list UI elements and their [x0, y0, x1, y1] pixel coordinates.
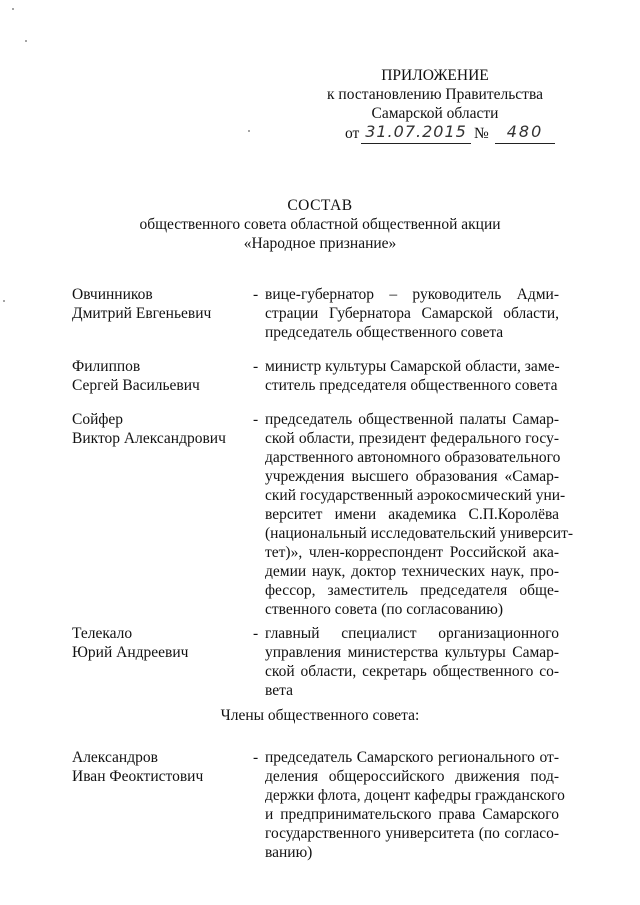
decree-reference: [345, 122, 575, 146]
description-line: ской области, президент федерального госу-: [265, 430, 559, 447]
members-heading: Члены общественного совета:: [220, 707, 420, 724]
scan-speck: [12, 8, 14, 10]
member-description: [265, 748, 565, 862]
member-given-name: Виктор Александрович: [72, 430, 226, 447]
description-line: демии наук, доктор технических наук, про-: [265, 563, 559, 580]
description-line: ственного совета (по согласованию): [265, 601, 504, 618]
description-line: председатель общественной палаты Самар-: [265, 411, 559, 428]
member-surname: Александров: [72, 749, 158, 766]
description-line: деления общероссийского движения под-: [265, 768, 559, 785]
appendix-line-1: к постановлению Правительства: [327, 86, 543, 103]
description-line: ванию): [265, 844, 313, 861]
entry-dash: -: [253, 411, 259, 428]
description-line: управления министерства культуры Самар-: [265, 644, 559, 661]
scan-speck: [248, 130, 250, 132]
member-given-name: Дмитрий Евгеньевич: [72, 305, 212, 322]
scan-speck: [3, 300, 5, 302]
decree-date-handwritten: 31.07.2015: [365, 122, 467, 141]
description-line: тет)», член-корреспондент Российской ака-: [265, 544, 559, 561]
appendix-header: [300, 66, 570, 123]
description-line: фессор, заместитель председателя обще-: [265, 582, 559, 599]
document-title-main: СОСТАВ: [287, 197, 353, 214]
member-description: [265, 624, 559, 700]
member-given-name: Сергей Васильевич: [72, 377, 200, 394]
description-line: вице-губернатор – руководитель Адми-: [265, 286, 559, 303]
scan-speck: [25, 40, 27, 42]
member-name: [72, 624, 247, 662]
decree-ot-label: от: [345, 125, 360, 142]
decree-date-underline: [361, 143, 471, 144]
description-line: ской области, секретарь общественного со-: [265, 663, 559, 680]
document-title-line-2: «Народное признание»: [243, 235, 397, 252]
member-given-name: Иван Феоктистович: [72, 768, 204, 785]
member-surname: Овчинников: [72, 286, 153, 303]
description-line: страции Губернатора Самарской области,: [265, 305, 559, 322]
description-line: председатель общественного совета: [265, 324, 504, 341]
member-name: [72, 748, 247, 786]
document-title-line-1: общественного совета областной общественной акции: [139, 216, 501, 233]
description-line: ский государственный аэрокосмический уни-: [265, 487, 566, 504]
decree-number-handwritten: 480: [506, 122, 544, 141]
description-line: председатель Самарского регионального от-: [265, 749, 559, 766]
description-line: министр культуры Самарской области, заме-: [265, 358, 560, 375]
member-name: [72, 357, 247, 395]
description-line: верситет имени академика С.П.Королёва: [265, 506, 559, 523]
entry-dash: -: [253, 286, 259, 303]
appendix-line-2: Самарской области: [371, 105, 499, 122]
member-surname: Телекало: [72, 625, 133, 642]
member-surname: Сойфер: [72, 411, 124, 428]
description-line: учреждения высшего образования «Самар-: [265, 468, 559, 485]
document-title: [40, 196, 600, 253]
decree-number-underline: [495, 143, 555, 144]
description-line: вета: [265, 682, 293, 699]
description-line: ститель председателя общественного совета: [265, 377, 558, 394]
description-line: и предпринимательского права Самарского: [265, 806, 559, 823]
decree-number-sign: №: [474, 125, 489, 142]
entry-dash: -: [253, 749, 259, 766]
entry-dash: -: [253, 358, 259, 375]
entry-dash: -: [253, 625, 259, 642]
member-name: [72, 410, 247, 448]
member-given-name: Юрий Андреевич: [72, 644, 189, 661]
description-line: дарственного автономного образовательного: [265, 449, 561, 466]
description-line: главный специалист организационного: [265, 625, 559, 642]
description-line: держки флота, доцент кафедры гражданского: [265, 787, 565, 804]
member-surname: Филиппов: [72, 358, 141, 375]
member-description: [265, 410, 574, 619]
member-description: [265, 285, 559, 342]
description-line: (национальный исследовательский университ-: [265, 525, 574, 542]
member-description: [265, 357, 559, 395]
description-line: государственного университета (по согласо-: [265, 825, 559, 842]
member-name: [72, 285, 247, 323]
appendix-title: ПРИЛОЖЕНИЕ: [381, 67, 489, 84]
